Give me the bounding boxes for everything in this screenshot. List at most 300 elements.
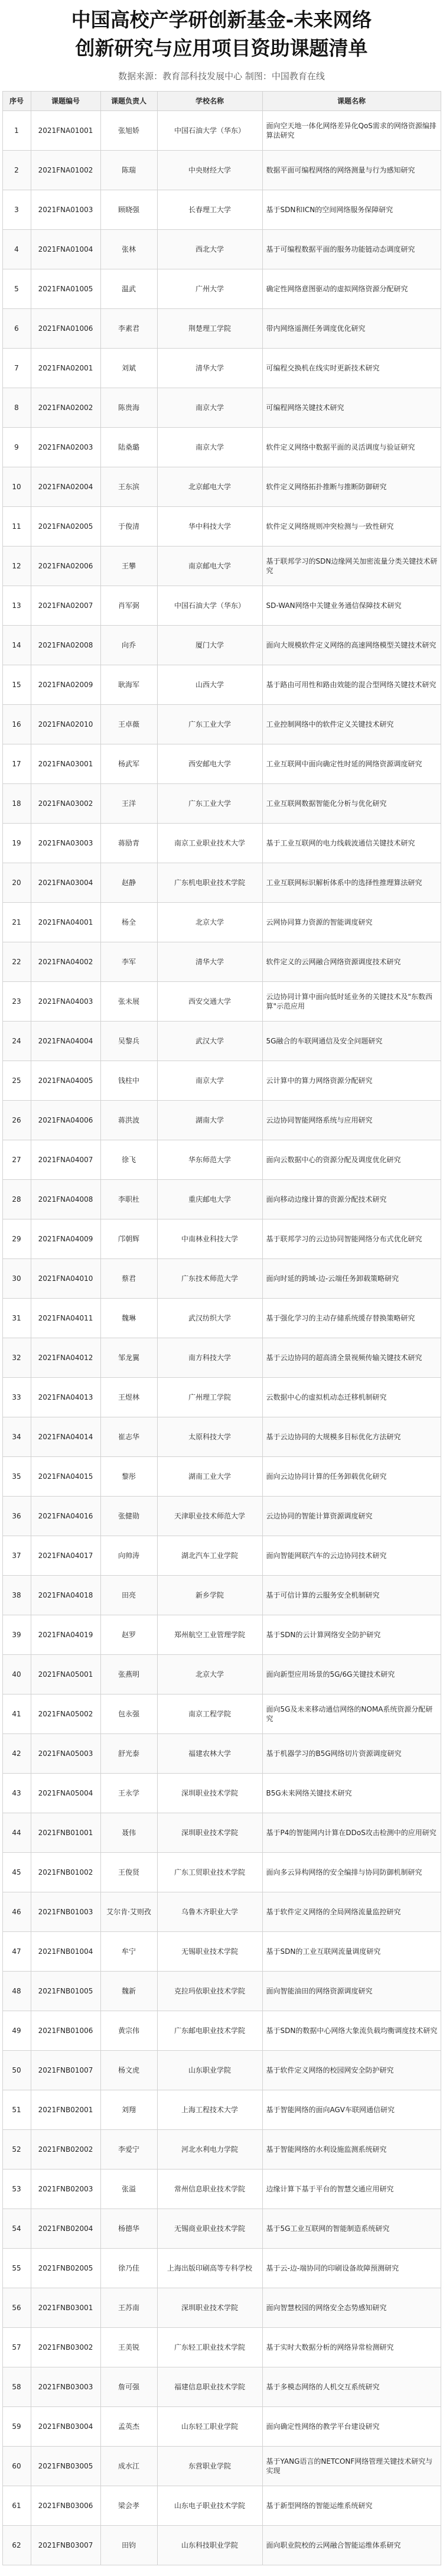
cell-school: 山东职业学院 bbox=[157, 2051, 262, 2090]
cell-leader: 赵静 bbox=[100, 863, 157, 903]
cell-leader: 张溢 bbox=[100, 2170, 157, 2209]
cell-no: 54 bbox=[2, 2209, 31, 2249]
cell-topic: 基于云边协同的大规模多目标优化方法研究 bbox=[262, 1417, 441, 1457]
cell-no: 16 bbox=[2, 705, 31, 744]
table-row bbox=[2, 1615, 441, 1655]
cell-no: 35 bbox=[2, 1457, 31, 1497]
cell-topic: 基于路由可用性和路由效能的混合型网络关键技术研究 bbox=[262, 665, 441, 705]
cell-school: 厦门大学 bbox=[157, 626, 262, 665]
table-row bbox=[2, 1061, 441, 1101]
cell-code: 2021FNA05001 bbox=[31, 1655, 100, 1694]
cell-code: 2021FNB01006 bbox=[31, 2011, 100, 2051]
cell-leader: 杨武军 bbox=[100, 744, 157, 784]
cell-code: 2021FNB01007 bbox=[31, 2051, 100, 2090]
cell-topic: 基于可信计算的云服务安全机制研究 bbox=[262, 1576, 441, 1615]
cell-code: 2021FNA05003 bbox=[31, 1734, 100, 1774]
table-row bbox=[2, 705, 441, 744]
table-row bbox=[2, 1140, 441, 1180]
cell-leader: 李爱宁 bbox=[100, 2130, 157, 2170]
cell-topic: 基于SDN的云计算网络安全防护研究 bbox=[262, 1615, 441, 1655]
cell-topic: 基于P4的智能网内计算在DDoS攻击检测中的应用研究 bbox=[262, 1813, 441, 1853]
cell-code: 2021FNB02002 bbox=[31, 2130, 100, 2170]
cell-school: 上海出版印刷高等专科学校 bbox=[157, 2249, 262, 2288]
table-row bbox=[2, 784, 441, 824]
source-line: 数据来源：教育部科技发展中心 制图：中国教育在线 bbox=[118, 71, 325, 82]
cell-no: 44 bbox=[2, 1813, 31, 1853]
cell-no: 49 bbox=[2, 2011, 31, 2051]
cell-topic: 面向新型应用场景的5G/6G关键技术研究 bbox=[262, 1655, 441, 1694]
cell-school: 广州大学 bbox=[157, 269, 262, 309]
table-row bbox=[2, 2367, 441, 2407]
cell-code: 2021FNA03004 bbox=[31, 863, 100, 903]
table-row bbox=[2, 151, 441, 190]
cell-no: 27 bbox=[2, 1140, 31, 1180]
cell-leader: 赵罗 bbox=[100, 1615, 157, 1655]
cell-no: 31 bbox=[2, 1299, 31, 1338]
cell-code: 2021FNB02003 bbox=[31, 2170, 100, 2209]
cell-leader: 成水江 bbox=[100, 2447, 157, 2486]
table-row bbox=[2, 863, 441, 903]
table-row bbox=[2, 1022, 441, 1061]
cell-school: 无锡职业技术学院 bbox=[157, 1932, 262, 1972]
cell-school: 河北水利电力学院 bbox=[157, 2130, 262, 2170]
cell-school: 清华大学 bbox=[157, 942, 262, 982]
cell-leader: 张未展 bbox=[100, 982, 157, 1022]
cell-leader: 魏新 bbox=[100, 1972, 157, 2011]
table-row bbox=[2, 982, 441, 1022]
cell-topic: 面向多云异构网络的安全编排与协同防御机制研究 bbox=[262, 1853, 441, 1892]
cell-school: 天津职业技术师范大学 bbox=[157, 1497, 262, 1536]
cell-leader: 陈瑞 bbox=[100, 151, 157, 190]
cell-leader: 舒光泰 bbox=[100, 1734, 157, 1774]
cell-leader: 李军 bbox=[100, 942, 157, 982]
cell-code: 2021FNA04014 bbox=[31, 1417, 100, 1457]
cell-no: 26 bbox=[2, 1101, 31, 1140]
cell-no: 4 bbox=[2, 230, 31, 269]
cell-topic: 工业互联网中面向确定性时延的网络资源调度研究 bbox=[262, 744, 441, 784]
cell-leader: 王洋 bbox=[100, 784, 157, 824]
cell-school: 中南林业科技大学 bbox=[157, 1219, 262, 1259]
table-row bbox=[2, 1892, 441, 1932]
cell-no: 40 bbox=[2, 1655, 31, 1694]
table-row bbox=[2, 467, 441, 507]
cell-code: 2021FNA04007 bbox=[31, 1140, 100, 1180]
cell-school: 广东轻工职业技术学院 bbox=[157, 2328, 262, 2367]
cell-leader: 黎彤 bbox=[100, 1457, 157, 1497]
cell-school: 中国石油大学（华东） bbox=[157, 111, 262, 151]
column-header-topic: 课题名称 bbox=[262, 92, 441, 111]
cell-code: 2021FNA01001 bbox=[31, 111, 100, 151]
cell-code: 2021FNA04006 bbox=[31, 1101, 100, 1140]
cell-no: 5 bbox=[2, 269, 31, 309]
table-row bbox=[2, 2090, 441, 2130]
cell-code: 2021FNA05004 bbox=[31, 1774, 100, 1813]
cell-code: 2021FNA04009 bbox=[31, 1219, 100, 1259]
table-row bbox=[2, 309, 441, 349]
cell-no: 8 bbox=[2, 388, 31, 428]
cell-leader: 王攀 bbox=[100, 547, 157, 586]
cell-no: 46 bbox=[2, 1892, 31, 1932]
cell-school: 南京工程学院 bbox=[157, 1694, 262, 1734]
cell-school: 华中科技大学 bbox=[157, 507, 262, 547]
cell-code: 2021FNB01005 bbox=[31, 1972, 100, 2011]
table-row bbox=[2, 744, 441, 784]
cell-code: 2021FNA02002 bbox=[31, 388, 100, 428]
cell-no: 3 bbox=[2, 190, 31, 230]
cell-topic: 云网协同算力资源的智能调度研究 bbox=[262, 903, 441, 942]
cell-no: 57 bbox=[2, 2328, 31, 2367]
cell-no: 55 bbox=[2, 2249, 31, 2288]
cell-school: 湖南工业大学 bbox=[157, 1457, 262, 1497]
cell-code: 2021FNA04019 bbox=[31, 1615, 100, 1655]
cell-topic: 工业互联网数据智能化分析与优化研究 bbox=[262, 784, 441, 824]
cell-code: 2021FNB01002 bbox=[31, 1853, 100, 1892]
cell-no: 47 bbox=[2, 1932, 31, 1972]
cell-leader: 詹可强 bbox=[100, 2367, 157, 2407]
cell-leader: 杨文虎 bbox=[100, 2051, 157, 2090]
cell-school: 山东电子职业技术学院 bbox=[157, 2486, 262, 2526]
cell-topic: 基于YANG语言的NETCONF网络管理关键技术研究与实现 bbox=[262, 2447, 441, 2486]
cell-leader: 王俊贤 bbox=[100, 1853, 157, 1892]
cell-school: 福建农林大学 bbox=[157, 1734, 262, 1774]
table-row bbox=[2, 1734, 441, 1774]
cell-school: 常州信息职业技术学院 bbox=[157, 2170, 262, 2209]
cell-topic: 确定性网络意图驱动的虚拟网络资源分配研究 bbox=[262, 269, 441, 309]
cell-code: 2021FNA04018 bbox=[31, 1576, 100, 1615]
cell-no: 36 bbox=[2, 1497, 31, 1536]
cell-leader: 魏琳 bbox=[100, 1299, 157, 1338]
cell-topic: 面向云数据中心的资源分配及调度优化研究 bbox=[262, 1140, 441, 1180]
cell-topic: 面向智慧校园的网络安全态势感知研究 bbox=[262, 2288, 441, 2328]
cell-no: 30 bbox=[2, 1259, 31, 1299]
cell-no: 10 bbox=[2, 467, 31, 507]
cell-leader: 王苏南 bbox=[100, 2288, 157, 2328]
cell-no: 38 bbox=[2, 1576, 31, 1615]
cell-code: 2021FNA02004 bbox=[31, 467, 100, 507]
cell-leader: 牟宁 bbox=[100, 1932, 157, 1972]
cell-leader: 徐飞 bbox=[100, 1140, 157, 1180]
cell-code: 2021FNA04015 bbox=[31, 1457, 100, 1497]
column-header-code: 课题编号 bbox=[31, 92, 100, 111]
cell-topic: 基于智能网络的水利设施监测系统研究 bbox=[262, 2130, 441, 2170]
cell-topic: 边缘计算下基于平台的智慧交通应用研究 bbox=[262, 2170, 441, 2209]
cell-topic: 基于5G工业互联网的智能制造系统研究 bbox=[262, 2209, 441, 2249]
table-row bbox=[2, 2011, 441, 2051]
cell-leader: 王煜林 bbox=[100, 1378, 157, 1417]
cell-no: 12 bbox=[2, 547, 31, 586]
cell-leader: 梁会孝 bbox=[100, 2486, 157, 2526]
cell-topic: 基于强化学习的主动存储系统缓存替换策略研究 bbox=[262, 1299, 441, 1338]
cell-school: 中国石油大学（华东） bbox=[157, 586, 262, 626]
cell-code: 2021FNA02007 bbox=[31, 586, 100, 626]
table-row bbox=[2, 2526, 441, 2565]
table-row bbox=[2, 2209, 441, 2249]
cell-topic: 可编程交换机在线实时更新技术研究 bbox=[262, 349, 441, 388]
cell-leader: 邹龙翼 bbox=[100, 1338, 157, 1378]
cell-leader: 王美锐 bbox=[100, 2328, 157, 2367]
table-row bbox=[2, 2447, 441, 2486]
cell-school: 福建信息职业技术学院 bbox=[157, 2367, 262, 2407]
cell-topic: 面向云边协同计算的任务卸载优化研究 bbox=[262, 1457, 441, 1497]
cell-no: 28 bbox=[2, 1180, 31, 1219]
cell-topic: 5G融合的车联网通信及安全问题研究 bbox=[262, 1022, 441, 1061]
cell-leader: 田亮 bbox=[100, 1576, 157, 1615]
table-row bbox=[2, 1417, 441, 1457]
cell-topic: 云数据中心的虚拟机动态迁移机制研究 bbox=[262, 1378, 441, 1417]
table-row bbox=[2, 2051, 441, 2090]
cell-no: 61 bbox=[2, 2486, 31, 2526]
table-row bbox=[2, 2288, 441, 2328]
cell-school: 山东科技职业学院 bbox=[157, 2526, 262, 2565]
cell-no: 21 bbox=[2, 903, 31, 942]
cell-school: 华东师范大学 bbox=[157, 1140, 262, 1180]
cell-topic: 面向移动边缘计算的资源分配技术研究 bbox=[262, 1180, 441, 1219]
table-row bbox=[2, 1536, 441, 1576]
cell-school: 南京大学 bbox=[157, 428, 262, 467]
cell-school: 西北大学 bbox=[157, 230, 262, 269]
cell-code: 2021FNB03003 bbox=[31, 2367, 100, 2407]
cell-topic: B5G未来网络关键技术研究 bbox=[262, 1774, 441, 1813]
cell-topic: 软件定义的云网融合网络资源调度技术研究 bbox=[262, 942, 441, 982]
cell-code: 2021FNB02001 bbox=[31, 2090, 100, 2130]
cell-school: 湖南大学 bbox=[157, 1101, 262, 1140]
cell-code: 2021FNA04016 bbox=[31, 1497, 100, 1536]
cell-school: 荆楚理工学院 bbox=[157, 309, 262, 349]
table-row bbox=[2, 190, 441, 230]
cell-topic: 基于智能网络的面向AGV车联网通信研究 bbox=[262, 2090, 441, 2130]
cell-code: 2021FNA03003 bbox=[31, 824, 100, 863]
cell-school: 广州理工学院 bbox=[157, 1378, 262, 1417]
cell-topic: 基于可编程数据平面的服务功能链动态调度研究 bbox=[262, 230, 441, 269]
cell-code: 2021FNA01006 bbox=[31, 309, 100, 349]
cell-topic: 基于SDN的数据中心网络大象流负载均衡调度技术研究 bbox=[262, 2011, 441, 2051]
cell-leader: 陈贵海 bbox=[100, 388, 157, 428]
cell-leader: 顾晓强 bbox=[100, 190, 157, 230]
table-row bbox=[2, 1259, 441, 1299]
cell-no: 20 bbox=[2, 863, 31, 903]
cell-school: 清华大学 bbox=[157, 349, 262, 388]
cell-school: 深圳职业技术学院 bbox=[157, 1813, 262, 1853]
cell-topic: 基于云边协同的超高清全景视频传输关键技术研究 bbox=[262, 1338, 441, 1378]
cell-no: 7 bbox=[2, 349, 31, 388]
project-table bbox=[2, 91, 441, 2565]
cell-school: 克拉玛依职业技术学院 bbox=[157, 1972, 262, 2011]
cell-code: 2021FNB02004 bbox=[31, 2209, 100, 2249]
cell-topic: 基于SDN和ICN的空间网络服务保障研究 bbox=[262, 190, 441, 230]
cell-code: 2021FNB01003 bbox=[31, 1892, 100, 1932]
table-row bbox=[2, 665, 441, 705]
cell-school: 西安交通大学 bbox=[157, 982, 262, 1022]
cell-topic: 面向5G及未来移动通信网络的NOMA系统资源分配研究 bbox=[262, 1694, 441, 1734]
cell-topic: 可编程网络关键技术研究 bbox=[262, 388, 441, 428]
cell-school: 郑州航空工业管理学院 bbox=[157, 1615, 262, 1655]
table-row bbox=[2, 1180, 441, 1219]
table-row bbox=[2, 1457, 441, 1497]
cell-no: 23 bbox=[2, 982, 31, 1022]
cell-leader: 耿海军 bbox=[100, 665, 157, 705]
cell-school: 乌鲁木齐职业大学 bbox=[157, 1892, 262, 1932]
cell-school: 湖北汽车工业学院 bbox=[157, 1536, 262, 1576]
cell-topic: 带内网络遥测任务调度优化研究 bbox=[262, 309, 441, 349]
table-row bbox=[2, 1299, 441, 1338]
cell-topic: 基于工业互联网的电力线载波通信关键技术研究 bbox=[262, 824, 441, 863]
cell-code: 2021FNA04017 bbox=[31, 1536, 100, 1576]
cell-leader: 杨全 bbox=[100, 903, 157, 942]
cell-code: 2021FNA04012 bbox=[31, 1338, 100, 1378]
cell-leader: 黄宗伟 bbox=[100, 2011, 157, 2051]
cell-leader: 孟英杰 bbox=[100, 2407, 157, 2447]
cell-school: 太原科技大学 bbox=[157, 1417, 262, 1457]
table-row bbox=[2, 2328, 441, 2367]
cell-school: 长春理工大学 bbox=[157, 190, 262, 230]
cell-topic: 基于多模态网络的人机交互系统研究 bbox=[262, 2367, 441, 2407]
cell-topic: 基于联邦学习的SDN边缘网关加密流量分类关键技术研究 bbox=[262, 547, 441, 586]
cell-school: 东营职业学院 bbox=[157, 2447, 262, 2486]
cell-topic: SD-WAN网络中关键业务通信保障技术研究 bbox=[262, 586, 441, 626]
cell-code: 2021FNB01004 bbox=[31, 1932, 100, 1972]
cell-no: 50 bbox=[2, 2051, 31, 2090]
table-row bbox=[2, 269, 441, 309]
cell-topic: 面向时延的跨域-边-云端任务卸载策略研究 bbox=[262, 1259, 441, 1299]
cell-school: 山西大学 bbox=[157, 665, 262, 705]
cell-no: 13 bbox=[2, 586, 31, 626]
table-row bbox=[2, 349, 441, 388]
table-row bbox=[2, 1932, 441, 1972]
cell-school: 南方科技大学 bbox=[157, 1338, 262, 1378]
cell-code: 2021FNA01003 bbox=[31, 190, 100, 230]
table-row bbox=[2, 1813, 441, 1853]
cell-no: 53 bbox=[2, 2170, 31, 2209]
cell-leader: 于俊清 bbox=[100, 507, 157, 547]
cell-topic: 基于实时大数据分析的网络异常检测研究 bbox=[262, 2328, 441, 2367]
cell-leader: 肖军弼 bbox=[100, 586, 157, 626]
cell-leader: 王东滨 bbox=[100, 467, 157, 507]
cell-code: 2021FNA04001 bbox=[31, 903, 100, 942]
cell-topic: 基于云-边-端协同的印刷设备故障预测研究 bbox=[262, 2249, 441, 2288]
cell-no: 52 bbox=[2, 2130, 31, 2170]
cell-code: 2021FNA02006 bbox=[31, 547, 100, 586]
cell-school: 山东轻工职业学院 bbox=[157, 2407, 262, 2447]
cell-no: 33 bbox=[2, 1378, 31, 1417]
cell-leader: 聂伟 bbox=[100, 1813, 157, 1853]
cell-leader: 温武 bbox=[100, 269, 157, 309]
cell-no: 29 bbox=[2, 1219, 31, 1259]
cell-leader: 刘斌 bbox=[100, 349, 157, 388]
cell-leader: 吴黎兵 bbox=[100, 1022, 157, 1061]
cell-topic: 软件定义网络中数据平面的灵活调度与验证研究 bbox=[262, 428, 441, 467]
table-row bbox=[2, 2249, 441, 2288]
cell-code: 2021FNB02005 bbox=[31, 2249, 100, 2288]
table-row bbox=[2, 507, 441, 547]
cell-code: 2021FNA02010 bbox=[31, 705, 100, 744]
cell-topic: 面向确定性网络的教学平台建设研究 bbox=[262, 2407, 441, 2447]
cell-leader: 刘翔 bbox=[100, 2090, 157, 2130]
cell-code: 2021FNA04011 bbox=[31, 1299, 100, 1338]
table-row bbox=[2, 388, 441, 428]
cell-no: 45 bbox=[2, 1853, 31, 1892]
cell-code: 2021FNB03002 bbox=[31, 2328, 100, 2367]
table-row bbox=[2, 2407, 441, 2447]
cell-code: 2021FNA04008 bbox=[31, 1180, 100, 1219]
cell-topic: 基于机器学习的B5G网络切片资源调度研究 bbox=[262, 1734, 441, 1774]
cell-leader: 张旭娇 bbox=[100, 111, 157, 151]
cell-school: 广东机电职业技术学院 bbox=[157, 863, 262, 903]
cell-code: 2021FNA02001 bbox=[31, 349, 100, 388]
cell-no: 32 bbox=[2, 1338, 31, 1378]
cell-school: 上海工程技术大学 bbox=[157, 2090, 262, 2130]
cell-topic: 工业互联网标识解析体系中的选择性推理算法研究 bbox=[262, 863, 441, 903]
cell-school: 深圳职业技术学院 bbox=[157, 1774, 262, 1813]
cell-no: 34 bbox=[2, 1417, 31, 1457]
cell-school: 重庆邮电大学 bbox=[157, 1180, 262, 1219]
cell-topic: 基于软件定义网络的全局网络流量监控研究 bbox=[262, 1892, 441, 1932]
cell-leader: 张燕明 bbox=[100, 1655, 157, 1694]
cell-leader: 邝朝辉 bbox=[100, 1219, 157, 1259]
cell-no: 19 bbox=[2, 824, 31, 863]
cell-topic: 云边协同计算中面向低时延业务的关键技术及"东数西算"示范应用 bbox=[262, 982, 441, 1022]
cell-no: 60 bbox=[2, 2447, 31, 2486]
cell-leader: 杨德华 bbox=[100, 2209, 157, 2249]
cell-code: 2021FNA04005 bbox=[31, 1061, 100, 1101]
cell-leader: 陆桑璐 bbox=[100, 428, 157, 467]
cell-code: 2021FNA03001 bbox=[31, 744, 100, 784]
cell-school: 南京大学 bbox=[157, 1061, 262, 1101]
cell-topic: 面向职业院校的云网融合智能运维体系研究 bbox=[262, 2526, 441, 2565]
cell-leader: 张健勋 bbox=[100, 1497, 157, 1536]
cell-code: 2021FNB03001 bbox=[31, 2288, 100, 2328]
cell-school: 南京大学 bbox=[157, 388, 262, 428]
cell-leader: 田钧 bbox=[100, 2526, 157, 2565]
cell-code: 2021FNB03004 bbox=[31, 2407, 100, 2447]
table-row bbox=[2, 824, 441, 863]
cell-no: 1 bbox=[2, 111, 31, 151]
table-row bbox=[2, 1497, 441, 1536]
cell-no: 37 bbox=[2, 1536, 31, 1576]
cell-no: 24 bbox=[2, 1022, 31, 1061]
table-row bbox=[2, 1853, 441, 1892]
title-line-1: 中国高校产学研创新基金-未来网络 bbox=[71, 8, 372, 31]
table-row bbox=[2, 1655, 441, 1694]
cell-code: 2021FNA04010 bbox=[31, 1259, 100, 1299]
table-row bbox=[2, 547, 441, 586]
cell-code: 2021FNA02003 bbox=[31, 428, 100, 467]
cell-school: 南京邮电大学 bbox=[157, 547, 262, 586]
cell-leader: 艾尔肯·艾则孜 bbox=[100, 1892, 157, 1932]
cell-school: 广东工业大学 bbox=[157, 705, 262, 744]
cell-leader: 王永学 bbox=[100, 1774, 157, 1813]
cell-topic: 软件定义网络规则冲突检测与一致性研究 bbox=[262, 507, 441, 547]
cell-leader: 蒋励青 bbox=[100, 824, 157, 863]
cell-topic: 工业控制网络中的软件定义关键技术研究 bbox=[262, 705, 441, 744]
cell-leader: 蒋洪波 bbox=[100, 1101, 157, 1140]
cell-no: 17 bbox=[2, 744, 31, 784]
cell-school: 中央财经大学 bbox=[157, 151, 262, 190]
cell-code: 2021FNA01005 bbox=[31, 269, 100, 309]
cell-code: 2021FNA02009 bbox=[31, 665, 100, 705]
table-row bbox=[2, 2170, 441, 2209]
cell-code: 2021FNA04002 bbox=[31, 942, 100, 982]
table-row bbox=[2, 1338, 441, 1378]
cell-no: 39 bbox=[2, 1615, 31, 1655]
cell-code: 2021FNB01001 bbox=[31, 1813, 100, 1853]
cell-school: 北京大学 bbox=[157, 903, 262, 942]
cell-school: 新乡学院 bbox=[157, 1576, 262, 1615]
cell-topic: 面向大规模软件定义网络的高速网络模型关键技术研究 bbox=[262, 626, 441, 665]
column-header-school: 学校名称 bbox=[157, 92, 262, 111]
column-header-leader: 课题负责人 bbox=[100, 92, 157, 111]
cell-leader: 王卓薇 bbox=[100, 705, 157, 744]
cell-topic: 基于SDN的工业互联网流量调度研究 bbox=[262, 1932, 441, 1972]
